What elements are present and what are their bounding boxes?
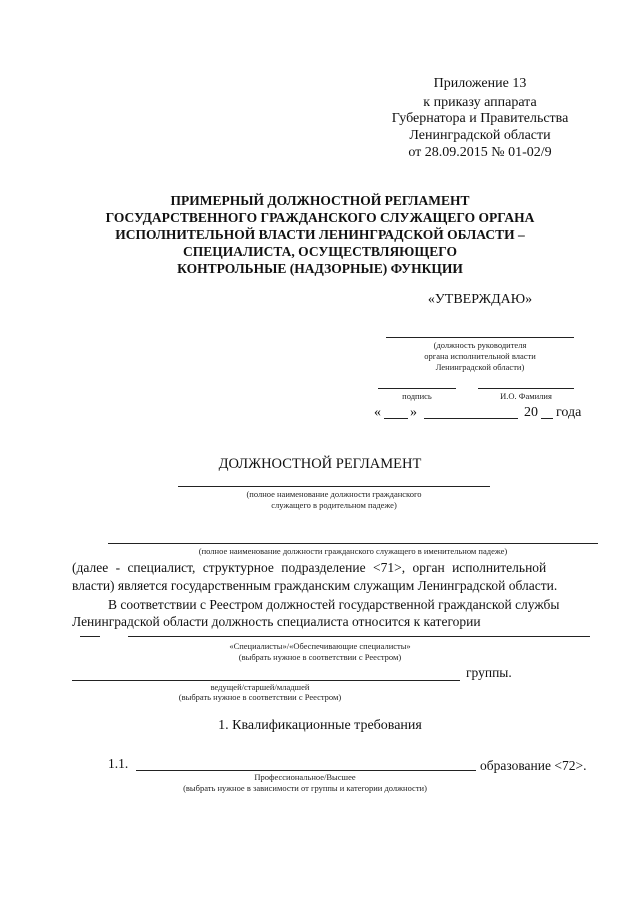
head-position-line [386, 337, 574, 338]
appendix-region: Ленинградской области [409, 128, 551, 143]
category-line [128, 636, 590, 637]
full-name-nominative-hint: (полное наименование должности гражданского служащего в именительном падеже) [198, 546, 508, 556]
item-1-1-suffix: образование <72>. [480, 758, 587, 773]
paragraph-1-line-1: (далее - специалист, структурное подразделение <71>, орган исполнительной [72, 560, 547, 575]
head-position-hint-3: Ленинградской области) [435, 362, 525, 372]
group-line [72, 680, 460, 681]
paragraph-2-line-2: Ленинградской области должность специалиста относится к категории [72, 614, 481, 629]
appendix-apparatus: Губернатора и Правительства [391, 111, 569, 126]
title-line-5: КОНТРОЛЬНЫЕ (НАДЗОРНЫЕ) ФУНКЦИИ [177, 261, 463, 276]
date-month-line [424, 418, 518, 419]
title-line-3: ИСПОЛНИТЕЛЬНОЙ ВЛАСТИ ЛЕНИНГРАДСКОЙ ОБЛАСТИ – [115, 227, 525, 242]
date-year-line [541, 418, 553, 419]
appendix-order-ref: к приказу аппарата [423, 95, 537, 110]
head-position-hint-2: органа исполнительной власти [424, 351, 536, 361]
approve-heading: «УТВЕРЖДАЮ» [427, 292, 533, 307]
name-line [478, 388, 574, 389]
appendix-date: от 28.09.2015 № 01-02/9 [408, 145, 552, 160]
paragraph-2-line-1: В соответствии с Реестром должностей государственной гражданской службы [108, 597, 560, 612]
head-position-hint-1: (должность руководителя [433, 340, 527, 350]
date-year-suffix: года [556, 405, 582, 420]
group-suffix: группы. [466, 665, 512, 680]
signature-label: подпись [402, 391, 432, 401]
category-hint-1: «Специалисты»/«Обеспечивающие специалисты» [229, 641, 411, 651]
signature-line [378, 388, 456, 389]
date-open-quote: « [374, 405, 381, 420]
date-day-line [384, 418, 408, 419]
item-1-1-number: 1.1. [108, 756, 129, 771]
category-line-left [80, 636, 100, 637]
education-hint-1: Профессиональное/Высшее [254, 772, 356, 782]
category-hint-2: (выбрать нужное в соответствии с Реестром) [238, 652, 402, 662]
title-line-1: ПРИМЕРНЫЙ ДОЛЖНОСТНОЙ РЕГЛАМЕНТ [170, 193, 470, 208]
title-line-2: ГОСУДАРСТВЕННОГО ГРАЖДАНСКОГО СЛУЖАЩЕГО ОРГАНА [105, 210, 535, 225]
full-name-genitive-hint-2: служащего в родительном падеже) [271, 500, 397, 510]
education-hint-2: (выбрать нужное в зависимости от группы и категории должности) [183, 783, 427, 793]
date-year-prefix: 20 [524, 405, 538, 420]
paragraph-1-line-2: власти) является государственным гражданским служащим Ленинградской области. [72, 578, 558, 593]
title-line-4: СПЕЦИАЛИСТА, ОСУЩЕСТВЛЯЮЩЕГО [183, 244, 457, 259]
full-name-genitive-line [178, 486, 490, 487]
date-close-quote: » [410, 405, 417, 420]
education-line [136, 770, 476, 771]
appendix-number: Приложение 13 [433, 76, 527, 91]
section-1-heading: 1. Квалификационные требования [218, 718, 422, 733]
name-label: И.О. Фамилия [500, 391, 552, 401]
full-name-nominative-line [108, 543, 598, 544]
full-name-genitive-hint-1: (полное наименование должности гражданского [246, 489, 422, 499]
regulation-heading: ДОЛЖНОСТНОЙ РЕГЛАМЕНТ [218, 456, 422, 472]
group-hint-2: (выбрать нужное в соответствии с Реестром) [178, 692, 342, 702]
group-hint-1: ведущей/старшей/младшей [210, 682, 310, 692]
